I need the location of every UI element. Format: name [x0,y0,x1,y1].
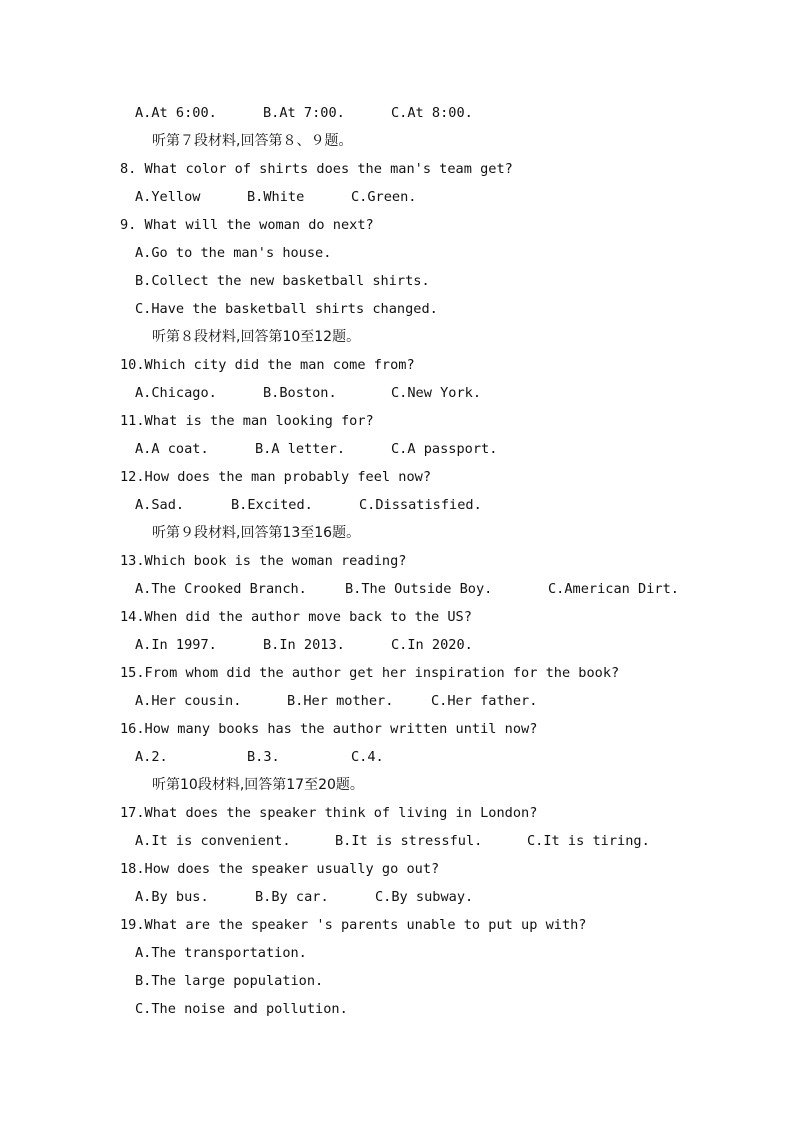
question-14: 14.When did the author move back to the US? [120,609,472,625]
option-a: A.The transportation. [135,945,307,961]
option-c: C.In 2020. [391,637,473,653]
option-row-q16 [0,746,794,768]
option-a: A.The Crooked Branch. [135,581,307,597]
option-b: B.It is stressful. [335,833,483,849]
option-b: B.A letter. [255,441,346,457]
option-a: A.Yellow [135,189,201,205]
option-c: C.By subway. [375,889,474,905]
option-a: A.Chicago. [135,385,217,401]
option-c: C.Have the basketball shirts changed. [135,301,438,317]
option-row-q14 [0,634,794,656]
question-15: 15.From whom did the author get her inspiration for the book? [120,665,620,681]
option-c: C.American Dirt. [548,581,679,597]
question-16: 16.How many books has the author written until now? [120,721,538,737]
option-c: C.It is tiring. [527,833,650,849]
option-c: C.Green. [351,189,417,205]
option-row-q12 [0,494,794,516]
option-row-q18 [0,886,794,908]
question-13: 13.Which book is the woman reading? [120,553,407,569]
section-heading-10: 听第10段材料,回答第17至20题。 [152,777,364,793]
option-b: B.Excited. [231,497,313,513]
option-row-q17 [0,830,794,852]
option-a: A.It is convenient. [135,833,291,849]
option-b: B.The large population. [135,973,324,989]
option-a: A.2. [135,749,168,765]
option-row-q8 [0,186,794,208]
option-b: B.White [247,189,305,205]
option-c: C.At 8:00. [391,105,473,121]
option-b: B.3. [247,749,280,765]
option-b: B.Collect the new basketball shirts. [135,273,430,289]
option-b: B.By car. [255,889,329,905]
question-19: 19.What are the speaker 's parents unable to put up with? [120,917,587,933]
option-row-q7 [0,102,794,124]
option-row-q10 [0,382,794,404]
option-b: B.At 7:00. [263,105,345,121]
option-a: A.By bus. [135,889,209,905]
option-b: B.Boston. [263,385,337,401]
question-9: 9. What will the woman do next? [120,217,374,233]
option-a: A.Her cousin. [135,693,242,709]
option-c: C.New York. [391,385,482,401]
question-8: 8. What color of shirts does the man's team get? [120,161,513,177]
section-heading-8: 听第８段材料,回答第10至12题。 [152,329,361,345]
option-b: B.In 2013. [263,637,345,653]
option-row-q15 [0,690,794,712]
option-b: B.Her mother. [287,693,394,709]
option-c: C.Dissatisfied. [359,497,482,513]
question-18: 18.How does the speaker usually go out? [120,861,440,877]
option-a: A.A coat. [135,441,209,457]
option-c: C.The noise and pollution. [135,1001,348,1017]
option-row-q13 [0,578,794,600]
section-heading-7: 听第７段材料,回答第８、９题。 [152,133,353,149]
question-10: 10.Which city did the man come from? [120,357,415,373]
option-c: C.Her father. [431,693,538,709]
option-a: A.Go to the man's house. [135,245,332,261]
option-a: A.Sad. [135,497,185,513]
option-b: B.The Outside Boy. [345,581,493,597]
option-row-q11 [0,438,794,460]
question-17: 17.What does the speaker think of living in London? [120,805,538,821]
section-heading-9: 听第９段材料,回答第13至16题。 [152,525,361,541]
question-12: 12.How does the man probably feel now? [120,469,431,485]
option-a: A.At 6:00. [135,105,217,121]
option-c: C.A passport. [391,441,498,457]
question-11: 11.What is the man looking for? [120,413,374,429]
option-c: C.4. [351,749,384,765]
option-a: A.In 1997. [135,637,217,653]
